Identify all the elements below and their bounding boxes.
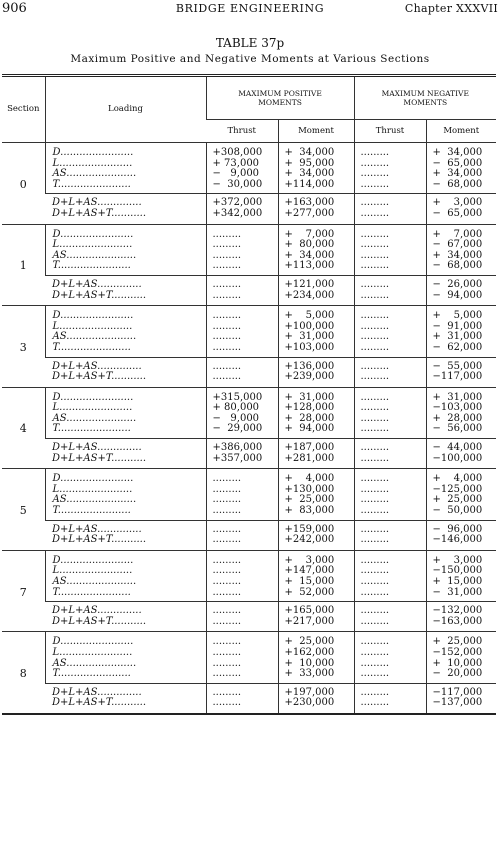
pos-moment-values: + 25,000 +162,000 + 10,000 + 33,000	[278, 632, 354, 683]
table-row	[2, 387, 496, 438]
pos-moment-values: + 7,000 + 80,000 + 34,000 +113,000	[278, 224, 354, 275]
neg-thrust-header: Thrust	[354, 120, 426, 143]
pos-moment-values: + 3,000 +147,000 + 15,000 + 52,000	[278, 550, 354, 601]
table-row	[2, 550, 496, 601]
neg-thrust-values: ......... ......... ......... .........	[354, 550, 426, 601]
positive-moments-header: MAXIMUM POSITIVE MOMENTS	[206, 76, 354, 120]
combo-neg-thrust-values: ......... .........	[354, 275, 426, 305]
combo-pos-moment-values: +121,000 +234,000	[278, 275, 354, 305]
pos-moment-values: + 31,000 +128,000 + 28,000 + 94,000	[278, 387, 354, 438]
table-row-combination	[2, 194, 496, 224]
load-labels: D....................... L....................... AS...................... T.......................	[45, 143, 206, 194]
section-number: 4	[2, 387, 45, 469]
pos-thrust-values: ......... ......... ......... .........	[206, 224, 278, 275]
pos-thrust-values: +308,000 + 73,000 − 9,000 − 30,000	[206, 143, 278, 194]
table-row	[2, 224, 496, 275]
section-number: 5	[2, 469, 45, 551]
book-title: BRIDGE ENGINEERING	[175, 2, 325, 15]
load-labels: D....................... L....................... AS...................... T.......................	[45, 224, 206, 275]
combo-pos-moment-values: +136,000 +239,000	[278, 357, 354, 387]
load-labels: D....................... L....................... AS...................... T.......................	[45, 387, 206, 438]
table-row	[2, 632, 496, 683]
neg-moment-values: + 4,000 −125,000 + 25,000 − 50,000	[426, 469, 496, 520]
combo-neg-thrust-values: ......... .........	[354, 602, 426, 632]
combo-neg-moment-values: − 96,000 −146,000	[426, 520, 496, 550]
table-row-combination	[2, 439, 496, 469]
combo-pos-thrust-values: ......... .........	[206, 357, 278, 387]
combo-pos-moment-values: +187,000 +281,000	[278, 439, 354, 469]
neg-thrust-values: ......... ......... ......... .........	[354, 469, 426, 520]
load-labels: D....................... L....................... AS...................... T.......................	[45, 306, 206, 357]
table-subtitle: Maximum Positive and Negative Moments at Various Sections	[70, 53, 430, 65]
section-number: 3	[2, 306, 45, 388]
combo-neg-thrust-values: ......... .........	[354, 520, 426, 550]
neg-moment-values: + 3,000 −150,000 + 15,000 − 31,000	[426, 550, 496, 601]
pos-thrust-values: ......... ......... ......... .........	[206, 632, 278, 683]
neg-moment-values: + 5,000 − 91,000 + 31,000 − 62,000	[426, 306, 496, 357]
pos-moment-values: + 4,000 +130,000 + 25,000 + 83,000	[278, 469, 354, 520]
combo-pos-moment-values: +163,000 +277,000	[278, 194, 354, 224]
neg-moment-values: + 31,000 −103,000 + 28,000 − 56,000	[426, 387, 496, 438]
combo-pos-thrust-values: +372,000 +342,000	[206, 194, 278, 224]
neg-moment-values: + 7,000 − 67,000 + 34,000 − 68,000	[426, 224, 496, 275]
combo-neg-thrust-values: ......... .........	[354, 683, 426, 714]
combo-neg-thrust-values: ......... .........	[354, 194, 426, 224]
combo-load-labels: D+L+AS.............. D+L+AS+T...........	[45, 520, 206, 550]
chapter-label: Chapter XXXVII	[404, 2, 498, 15]
combo-pos-thrust-values: ......... .........	[206, 520, 278, 550]
combo-pos-thrust-values: ......... .........	[206, 275, 278, 305]
combo-neg-thrust-values: ......... .........	[354, 357, 426, 387]
table-row	[2, 306, 496, 357]
table-body	[2, 143, 496, 714]
section-number: 7	[2, 550, 45, 632]
section-number: 1	[2, 224, 45, 306]
load-labels: D....................... L....................... AS...................... T.......................	[45, 632, 206, 683]
pos-moment-values: + 34,000 + 95,000 + 34,000 +114,000	[278, 143, 354, 194]
combo-load-labels: D+L+AS.............. D+L+AS+T...........	[45, 683, 206, 714]
combo-pos-thrust-values: +386,000 +357,000	[206, 439, 278, 469]
loading-column-header: Loading	[45, 76, 206, 143]
combo-neg-moment-values: −117,000 −137,000	[426, 683, 496, 714]
section-column-header: Section	[2, 76, 45, 143]
combo-load-labels: D+L+AS.............. D+L+AS+T...........	[45, 275, 206, 305]
neg-thrust-values: ......... ......... ......... .........	[354, 387, 426, 438]
neg-thrust-values: ......... ......... ......... .........	[354, 143, 426, 194]
pos-moment-values: + 5,000 +100,000 + 31,000 +103,000	[278, 306, 354, 357]
section-number: 0	[2, 143, 45, 225]
neg-thrust-values: ......... ......... ......... .........	[354, 224, 426, 275]
combo-neg-moment-values: − 44,000 −100,000	[426, 439, 496, 469]
table-row-combination	[2, 520, 496, 550]
pos-moment-header: Moment	[278, 120, 354, 143]
table-row-combination	[2, 357, 496, 387]
combo-neg-moment-values: + 3,000 − 65,000	[426, 194, 496, 224]
combo-pos-moment-values: +197,000 +230,000	[278, 683, 354, 714]
negative-moments-header: MAXIMUM NEGATIVE MOMENTS	[354, 76, 496, 120]
combo-pos-thrust-values: ......... .........	[206, 683, 278, 714]
pos-thrust-values: +315,000 + 80,000 − 9,000 − 29,000	[206, 387, 278, 438]
table-title: TABLE 37p	[215, 36, 285, 50]
combo-load-labels: D+L+AS.............. D+L+AS+T...........	[45, 602, 206, 632]
neg-moment-values: + 25,000 −152,000 + 10,000 − 20,000	[426, 632, 496, 683]
section-number: 8	[2, 632, 45, 714]
page-header	[0, 0, 500, 18]
combo-pos-moment-values: +165,000 +217,000	[278, 602, 354, 632]
neg-moment-header: Moment	[426, 120, 496, 143]
pos-thrust-values: ......... ......... ......... .........	[206, 550, 278, 601]
table-row	[2, 469, 496, 520]
combo-neg-moment-values: − 26,000 − 94,000	[426, 275, 496, 305]
table-row	[2, 143, 496, 194]
neg-thrust-values: ......... ......... ......... .........	[354, 306, 426, 357]
table-row-combination	[2, 602, 496, 632]
pos-thrust-values: ......... ......... ......... .........	[206, 306, 278, 357]
combo-neg-thrust-values: ......... .........	[354, 439, 426, 469]
combo-neg-moment-values: −132,000 −163,000	[426, 602, 496, 632]
table-row-combination	[2, 275, 496, 305]
moments-table	[2, 74, 496, 715]
combo-pos-thrust-values: ......... .........	[206, 602, 278, 632]
table-row-combination	[2, 683, 496, 714]
load-labels: D....................... L....................... AS...................... T.......................	[45, 469, 206, 520]
load-labels: D....................... L....................... AS...................... T.......................	[45, 550, 206, 601]
combo-pos-moment-values: +159,000 +242,000	[278, 520, 354, 550]
neg-moment-values: + 34,000 − 65,000 + 34,000 − 68,000	[426, 143, 496, 194]
combo-load-labels: D+L+AS.............. D+L+AS+T...........	[45, 357, 206, 387]
pos-thrust-header: Thrust	[206, 120, 278, 143]
pos-thrust-values: ......... ......... ......... .........	[206, 469, 278, 520]
combo-neg-moment-values: − 55,000 −117,000	[426, 357, 496, 387]
neg-thrust-values: ......... ......... ......... .........	[354, 632, 426, 683]
combo-load-labels: D+L+AS.............. D+L+AS+T...........	[45, 194, 206, 224]
page-number: 906	[2, 1, 27, 16]
combo-load-labels: D+L+AS.............. D+L+AS+T...........	[45, 439, 206, 469]
